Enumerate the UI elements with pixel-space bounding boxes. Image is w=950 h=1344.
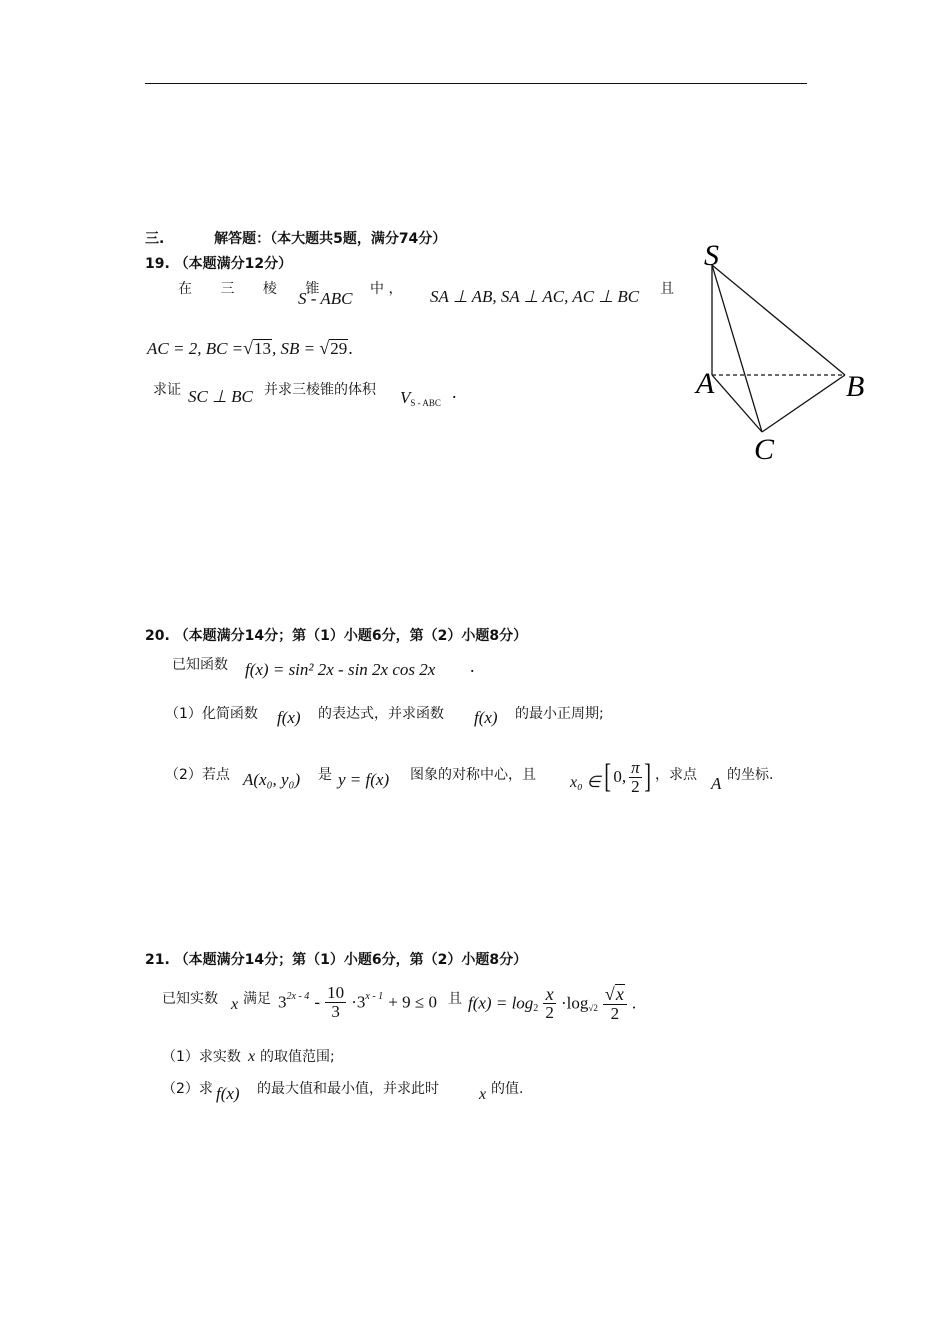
q20-p1-label: （1）化简函数 xyxy=(165,706,258,722)
section-number: 三. xyxy=(145,231,165,247)
q21-intro: 已知实数 xyxy=(162,991,218,1007)
q20-p1-f2: f(x) xyxy=(474,708,498,727)
q20-p1-mid: 的表达式，并求函数 xyxy=(318,706,444,722)
q21-p1-x: x xyxy=(248,1048,256,1065)
vertex-label-s: S xyxy=(704,239,719,272)
q19-given-ac: AC = 2, BC = xyxy=(147,339,244,358)
q20-p2-end: 的坐标. xyxy=(727,767,774,783)
q21-fx-frac-num: x xyxy=(543,985,556,1004)
vertex-label-a: A xyxy=(696,367,715,400)
interval-fraction xyxy=(629,759,642,796)
q20-func-end: . xyxy=(470,656,475,676)
q20-p2-is: 是 xyxy=(318,767,332,783)
section-heading xyxy=(145,228,446,248)
edge-sb xyxy=(712,265,845,375)
q20-header: 20. （本题满分14分；第（1）小题6分，第（2）小题8分） xyxy=(145,628,528,644)
q21-dot-log: ·log xyxy=(560,993,589,1013)
q21-fx-frac-den: 2 xyxy=(545,1003,554,1022)
q21-p2-x: x xyxy=(479,1086,487,1103)
q20-p2-x0: x₀ ∈ xyxy=(570,774,601,791)
vertex-label-b: B xyxy=(846,370,865,403)
q21-qie: 且 xyxy=(448,991,462,1007)
q21-fx-frac2-den: 2 xyxy=(610,1004,620,1023)
interval-right-bracket: ] xyxy=(643,758,651,795)
q21-header: 21. （本题满分14分；第（1）小题6分，第（2）小题8分） xyxy=(145,952,528,968)
q21-frac-num: 10 xyxy=(327,983,345,1002)
q21-log-base2: √2 xyxy=(588,1003,598,1013)
q21-rest: + 9 ≤ 0 xyxy=(388,992,437,1012)
q20-p2-interval xyxy=(602,758,653,796)
q20-p2-curve: y = f(x) xyxy=(338,770,390,789)
q20-p2-label: （2）若点 xyxy=(165,767,230,783)
q21-satisfy: 满足 xyxy=(243,991,271,1007)
q21-fx-frac2 xyxy=(603,984,627,1023)
q21-fx-frac1 xyxy=(543,985,556,1022)
q21-end: . xyxy=(631,993,637,1013)
q19-pyramid: S - ABC xyxy=(298,289,353,308)
q19-volume-sub: S - ABC xyxy=(410,398,441,408)
q20-p1-end: 的最小正周期; xyxy=(515,706,604,722)
q19-given-bc-radicand: 13 xyxy=(254,339,272,358)
q21-minus: - xyxy=(314,992,321,1012)
q21-exp1: 2x - 4 xyxy=(286,991,310,1002)
q21-p2-f: f(x) xyxy=(216,1084,240,1103)
q19-given: AC = 2, BC =√13, SB = √29. xyxy=(147,338,353,358)
q20-p2-point: A(x₀, y₀) xyxy=(243,770,301,789)
interval-two: 2 xyxy=(631,776,640,796)
q19-zhong: 中 ， xyxy=(370,281,403,297)
interval-pi: π xyxy=(631,757,640,777)
q21-dot3: ·3 xyxy=(351,992,366,1012)
section-title: 解答题：（本大题共5题，满分74分） xyxy=(214,231,447,247)
q21-p2-mid: 的最大值和最小值，并求此时 xyxy=(257,1081,439,1097)
interval-zero: 0, xyxy=(613,767,627,786)
q21-function xyxy=(468,984,636,1023)
q21-x: x xyxy=(231,996,239,1013)
q20-p2-a: A xyxy=(711,774,722,793)
edge-ac xyxy=(712,375,762,432)
q19-header: 19. （本题满分12分） xyxy=(145,256,293,272)
q19-prove-rest: 并求三棱锥的体积 xyxy=(264,382,376,398)
vertex-label-c: C xyxy=(754,433,775,466)
edge-sc xyxy=(712,265,762,432)
q19-conditions: SA ⊥ AB, SA ⊥ AC, AC ⊥ BC xyxy=(430,287,640,306)
q19-volume-v: V xyxy=(400,388,411,407)
q19-qie: 且 xyxy=(660,281,674,297)
q20-p2-after: ，求点 xyxy=(655,767,697,783)
q20-func: f(x) = sin² 2x - sin 2x cos 2x xyxy=(245,660,436,679)
q21-p2-end: 的值. xyxy=(491,1081,524,1097)
q19-volume-end: . xyxy=(452,382,457,402)
interval-left-bracket: [ xyxy=(604,758,612,795)
pyramid-figure xyxy=(690,235,880,470)
q19-prove-label: 求证 xyxy=(153,382,181,398)
q19-given-sb: , SB = xyxy=(272,339,316,358)
q21-fx: f(x) = log xyxy=(468,993,534,1013)
q21-sqrt-x: x xyxy=(615,984,624,1004)
q21-p1-label: （1）求实数 xyxy=(162,1049,241,1065)
q21-p2-label: （2）求 xyxy=(162,1081,213,1097)
q21-exp2: x - 1 xyxy=(365,991,384,1002)
q21-inequality xyxy=(278,984,437,1021)
q21-fx-frac2-num: √x xyxy=(603,984,627,1005)
q21-p1-end: 的取值范围; xyxy=(260,1049,335,1065)
q19-volume xyxy=(400,388,441,408)
q19-given-sb-radicand: 29 xyxy=(330,339,348,358)
q21-frac-den: 3 xyxy=(331,1002,340,1021)
q19-prove-expr: SC ⊥ BC xyxy=(188,387,253,406)
header-rule xyxy=(145,83,807,84)
q20-intro: 已知函数 xyxy=(172,657,228,673)
edge-cb xyxy=(762,375,845,432)
q20-p2-mid: 图象的对称中心，且 xyxy=(410,767,536,783)
q21-log-base1: 2 xyxy=(533,1003,539,1014)
q19-intro: 在 三 棱 锥 xyxy=(178,281,332,297)
q19-period: . xyxy=(348,338,353,358)
q21-base3: 3 xyxy=(278,992,287,1012)
q20-p1-f: f(x) xyxy=(277,708,301,727)
q21-fraction xyxy=(325,984,346,1021)
